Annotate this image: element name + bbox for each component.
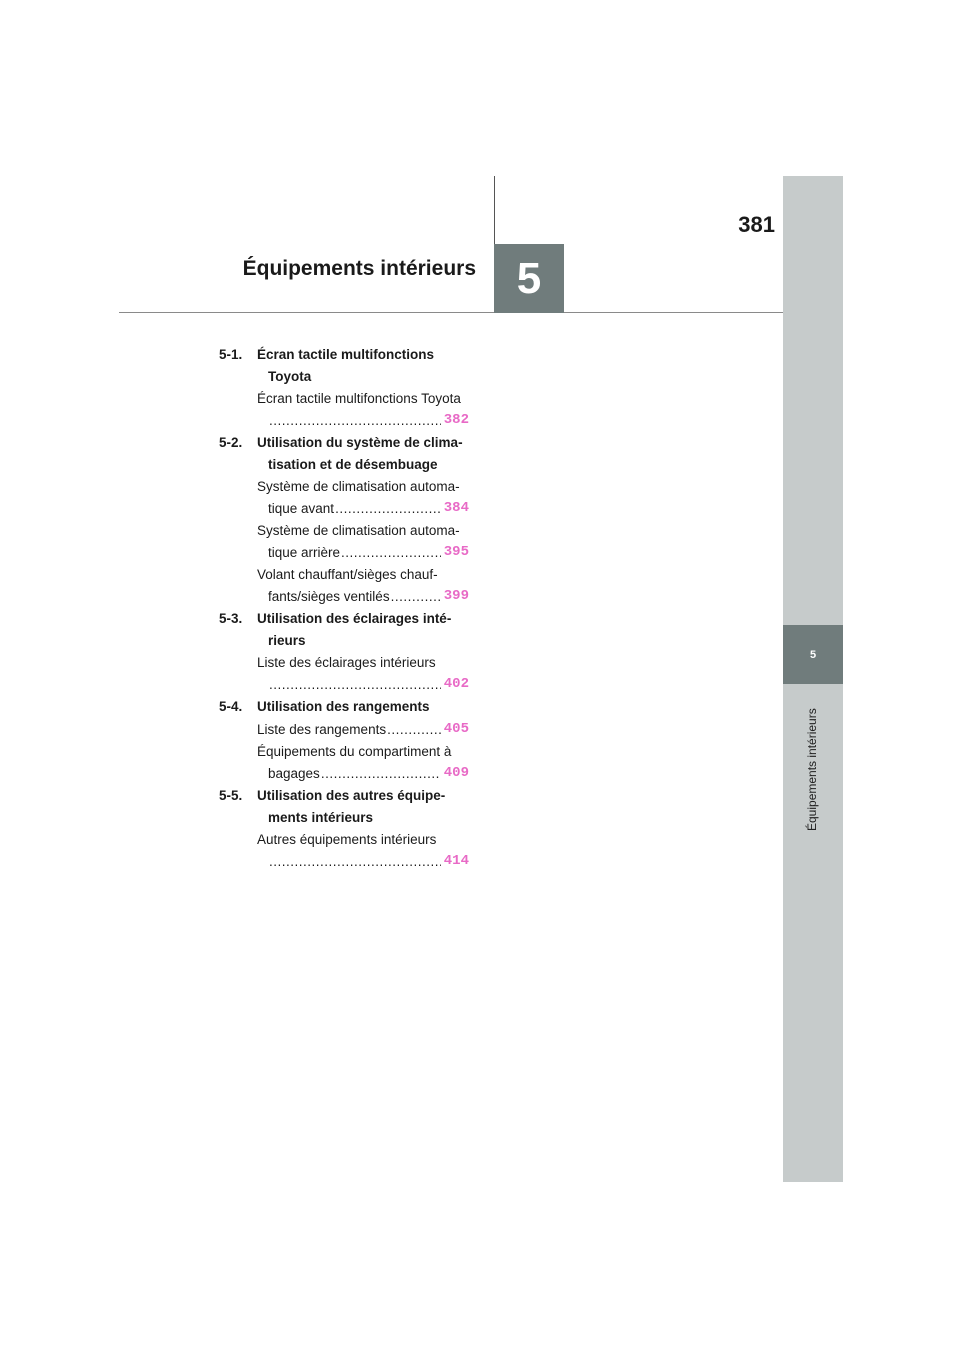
entry-label: Système de climatisation automa- [257, 479, 460, 494]
entry-page-link[interactable]: 414 [443, 852, 469, 869]
leader-dots [321, 763, 441, 785]
leader-dots [341, 542, 441, 564]
toc-entry[interactable] [219, 388, 469, 431]
toc-entry[interactable] [219, 476, 469, 519]
entry-label-cont: tique arrière [268, 544, 341, 560]
entry-label: Équipements du compartiment à [257, 744, 452, 759]
toc-entry[interactable] [219, 741, 469, 784]
section-title-cont: rieurs [268, 632, 306, 648]
entry-page-link[interactable]: 382 [443, 411, 469, 428]
section-title-cont: tisation et de désembuage [268, 456, 438, 472]
leader-dots [335, 498, 441, 520]
section-number: 5-1. [219, 347, 243, 362]
section-title: Utilisation des éclairages inté- [257, 611, 452, 626]
toc-section-5-4[interactable] [219, 696, 469, 718]
entry-label: Écran tactile multifonctions Toyota [257, 391, 461, 406]
entry-label: Liste des éclairages intérieurs [257, 655, 436, 670]
toc-section-5-5[interactable] [219, 785, 469, 828]
section-title: Utilisation des autres équipe- [257, 788, 446, 803]
toc-entry[interactable] [219, 564, 469, 607]
chapter-number-box [494, 244, 564, 313]
entry-label: Liste des rangements [257, 721, 387, 737]
entry-label: Volant chauffant/sièges chauf- [257, 567, 438, 582]
side-tab-number: 5 [809, 648, 817, 661]
leader-dots [387, 719, 441, 741]
section-number: 5-4. [219, 699, 243, 714]
section-title-cont: Toyota [268, 368, 312, 384]
toc-entry[interactable] [219, 719, 469, 741]
toc-section-5-3[interactable] [219, 608, 469, 651]
leader-dots [269, 410, 441, 432]
header-horizontal-rule [119, 312, 783, 313]
toc-section-5-1[interactable] [219, 344, 469, 387]
toc-entry[interactable] [219, 520, 469, 563]
entry-page-link[interactable]: 399 [443, 587, 469, 604]
page-number: 381 [738, 212, 775, 237]
leader-dots [391, 586, 441, 608]
section-number: 5-2. [219, 435, 243, 450]
entry-page-link[interactable]: 395 [443, 543, 469, 560]
table-of-contents [219, 344, 469, 873]
entry-label: Autres équipements intérieurs [257, 832, 437, 847]
section-title: Utilisation des rangements [257, 699, 430, 714]
toc-entry[interactable] [219, 829, 469, 872]
entry-page-link[interactable]: 402 [443, 675, 469, 692]
section-number: 5-5. [219, 788, 243, 803]
section-number: 5-3. [219, 611, 243, 626]
section-title: Écran tactile multifonctions [257, 347, 435, 362]
side-tab-number-box[interactable] [783, 625, 843, 684]
entry-page-link[interactable]: 384 [443, 499, 469, 516]
entry-label: Système de climatisation automa- [257, 523, 460, 538]
leader-dots [269, 851, 441, 873]
entry-page-link[interactable]: 405 [443, 720, 469, 737]
entry-label-cont: tique avant [268, 500, 335, 516]
toc-section-5-2[interactable] [219, 432, 469, 475]
side-tab-label: Équipements intérieurs [805, 708, 819, 832]
chapter-title: Équipements intérieurs [242, 257, 476, 280]
leader-dots [269, 674, 441, 696]
section-title: Utilisation du système de clima- [257, 435, 463, 450]
entry-label-cont: bagages [268, 765, 320, 781]
entry-page-link[interactable]: 409 [443, 764, 469, 781]
section-title-cont: ments intérieurs [268, 809, 374, 825]
chapter-number: 5 [516, 253, 542, 303]
entry-label-cont: fants/sièges ventilés [268, 588, 390, 604]
toc-entry[interactable] [219, 652, 469, 695]
